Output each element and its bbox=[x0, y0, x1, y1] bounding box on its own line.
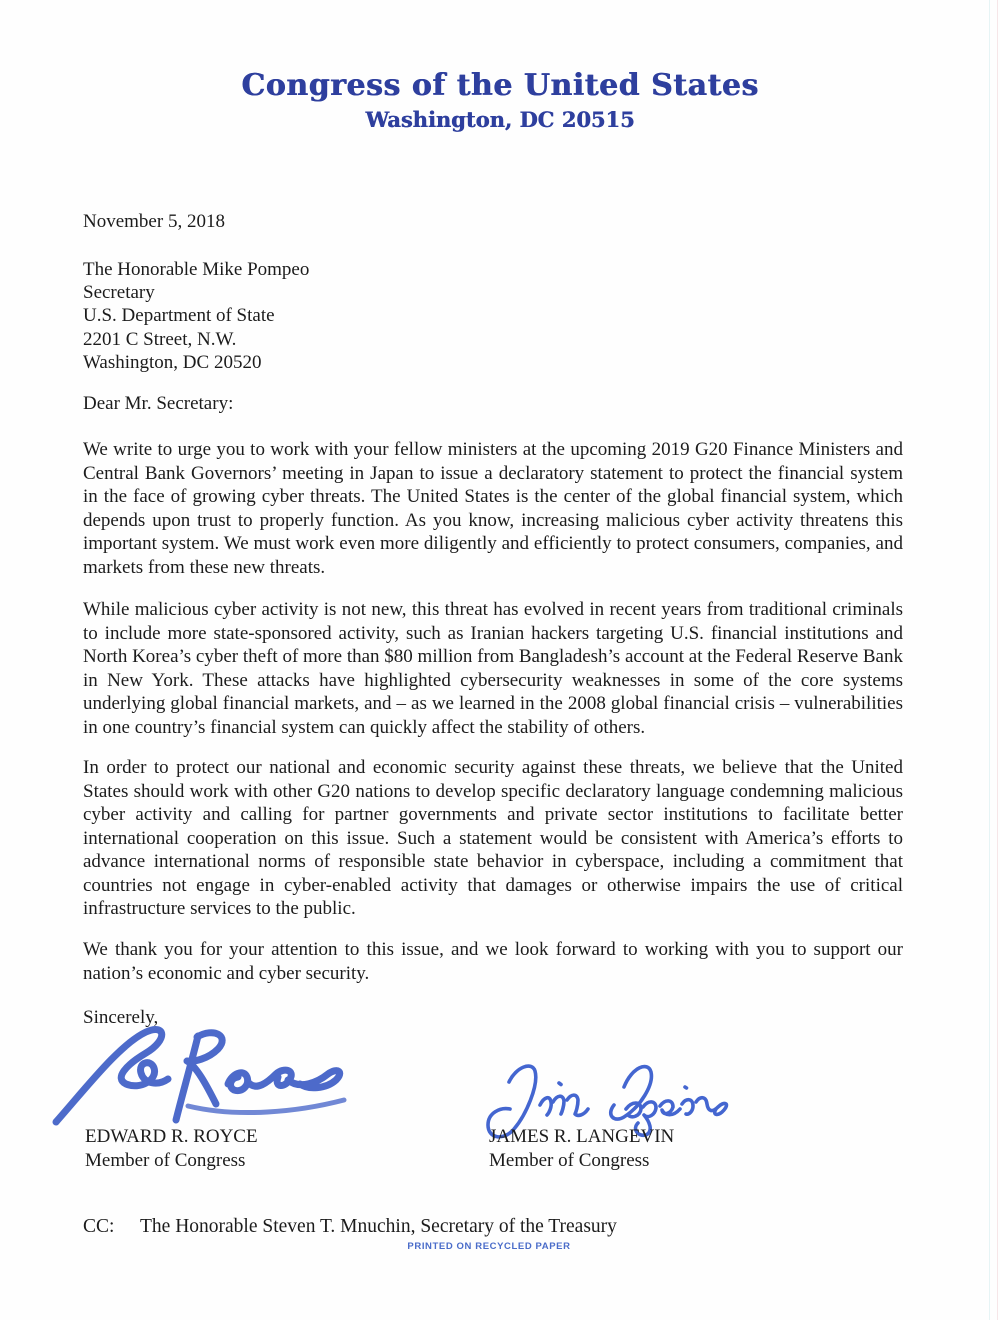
signer-langevin bbox=[489, 1125, 674, 1173]
signer-name: EDWARD R. ROYCE bbox=[85, 1126, 258, 1147]
scan-edge-artifact bbox=[997, 0, 999, 1320]
signer-royce bbox=[85, 1125, 258, 1173]
signer-name: JAMES R. LANGEVIN bbox=[489, 1126, 675, 1147]
salutation: Dear Mr. Secretary: bbox=[83, 393, 234, 414]
paragraph: We thank you for your attention to this issue, and we look forward to working with you to support our nation’s economic and cyber security. bbox=[83, 939, 903, 984]
signer-title: Member of Congress bbox=[489, 1150, 650, 1171]
address-line: Washington, DC 20520 bbox=[83, 351, 262, 373]
address-line: 2201 C Street, N.W. bbox=[83, 328, 237, 350]
paragraph: We write to urge you to work with your fellow ministers at the upcoming 2019 G20 Finance Ministers and Central Bank Governors’ meeting in Japan to issue a declaratory statement to protect the financial system in the face of growing cyber threats. The United States is the center of the global financial system, which depends upon trust to properly function. As you know, increasing malicious cyber activity threatens this important system. We must work even more diligently and efficiently to protect consumers, companies, and markets from these new threats. bbox=[83, 439, 903, 578]
cc-text: The Honorable Steven T. Mnuchin, Secretary of the Treasury bbox=[140, 1216, 617, 1237]
letterhead-title: Congress of the United States bbox=[241, 68, 759, 103]
cc-row bbox=[83, 1216, 617, 1238]
congress-letterhead bbox=[0, 68, 1000, 132]
paragraph: In order to protect our national and economic security against these threats, we believe that the United States should work with other G20 nations to develop specific declaratory language condemning malicious cyber activity and calling for partner governments and private sector institutions to facilitate better international cooperation on this issue. Such a statement would be consistent with America’s efforts to advance international norms of responsible state behavior in cyberspace, including a commitment that countries not engage in cyber-enabled activity that damages or otherwise impairs the use of critical infrastructure services to the public. bbox=[83, 757, 903, 919]
address-line: U.S. Department of State bbox=[83, 305, 275, 327]
paragraph: While malicious cyber activity is not new, this threat has evolved in recent years from traditional criminals to include more state-sponsored activity, such as Iranian hackers targeting U.S. financial institutions and North Korea’s cyber theft of more than $80 million from Bangladesh’s account at the Federal Reserve Bank in New York. These attacks have highlighted cybersecurity weaknesses in some of the core systems underlying global financial markets, and – as we learned in the 2008 global financial crisis – vulnerabilities in one country’s financial system can quickly affect the stability of others. bbox=[83, 599, 903, 738]
letter-date: November 5, 2018 bbox=[83, 211, 225, 232]
recipient-address bbox=[83, 258, 903, 374]
closing-sincerely: Sincerely, bbox=[83, 1007, 159, 1028]
letterhead-subtitle: Washington, DC 20515 bbox=[365, 107, 635, 132]
address-line: The Honorable Mike Pompeo bbox=[83, 259, 310, 280]
recycled-paper-notice: PRINTED ON RECYCLED PAPER bbox=[407, 1241, 571, 1252]
cc-label: CC: bbox=[83, 1216, 115, 1237]
address-line: Secretary bbox=[83, 282, 155, 304]
royce-signature bbox=[46, 1020, 348, 1134]
signer-title: Member of Congress bbox=[85, 1150, 246, 1171]
scan-edge-artifact bbox=[989, 0, 991, 1320]
